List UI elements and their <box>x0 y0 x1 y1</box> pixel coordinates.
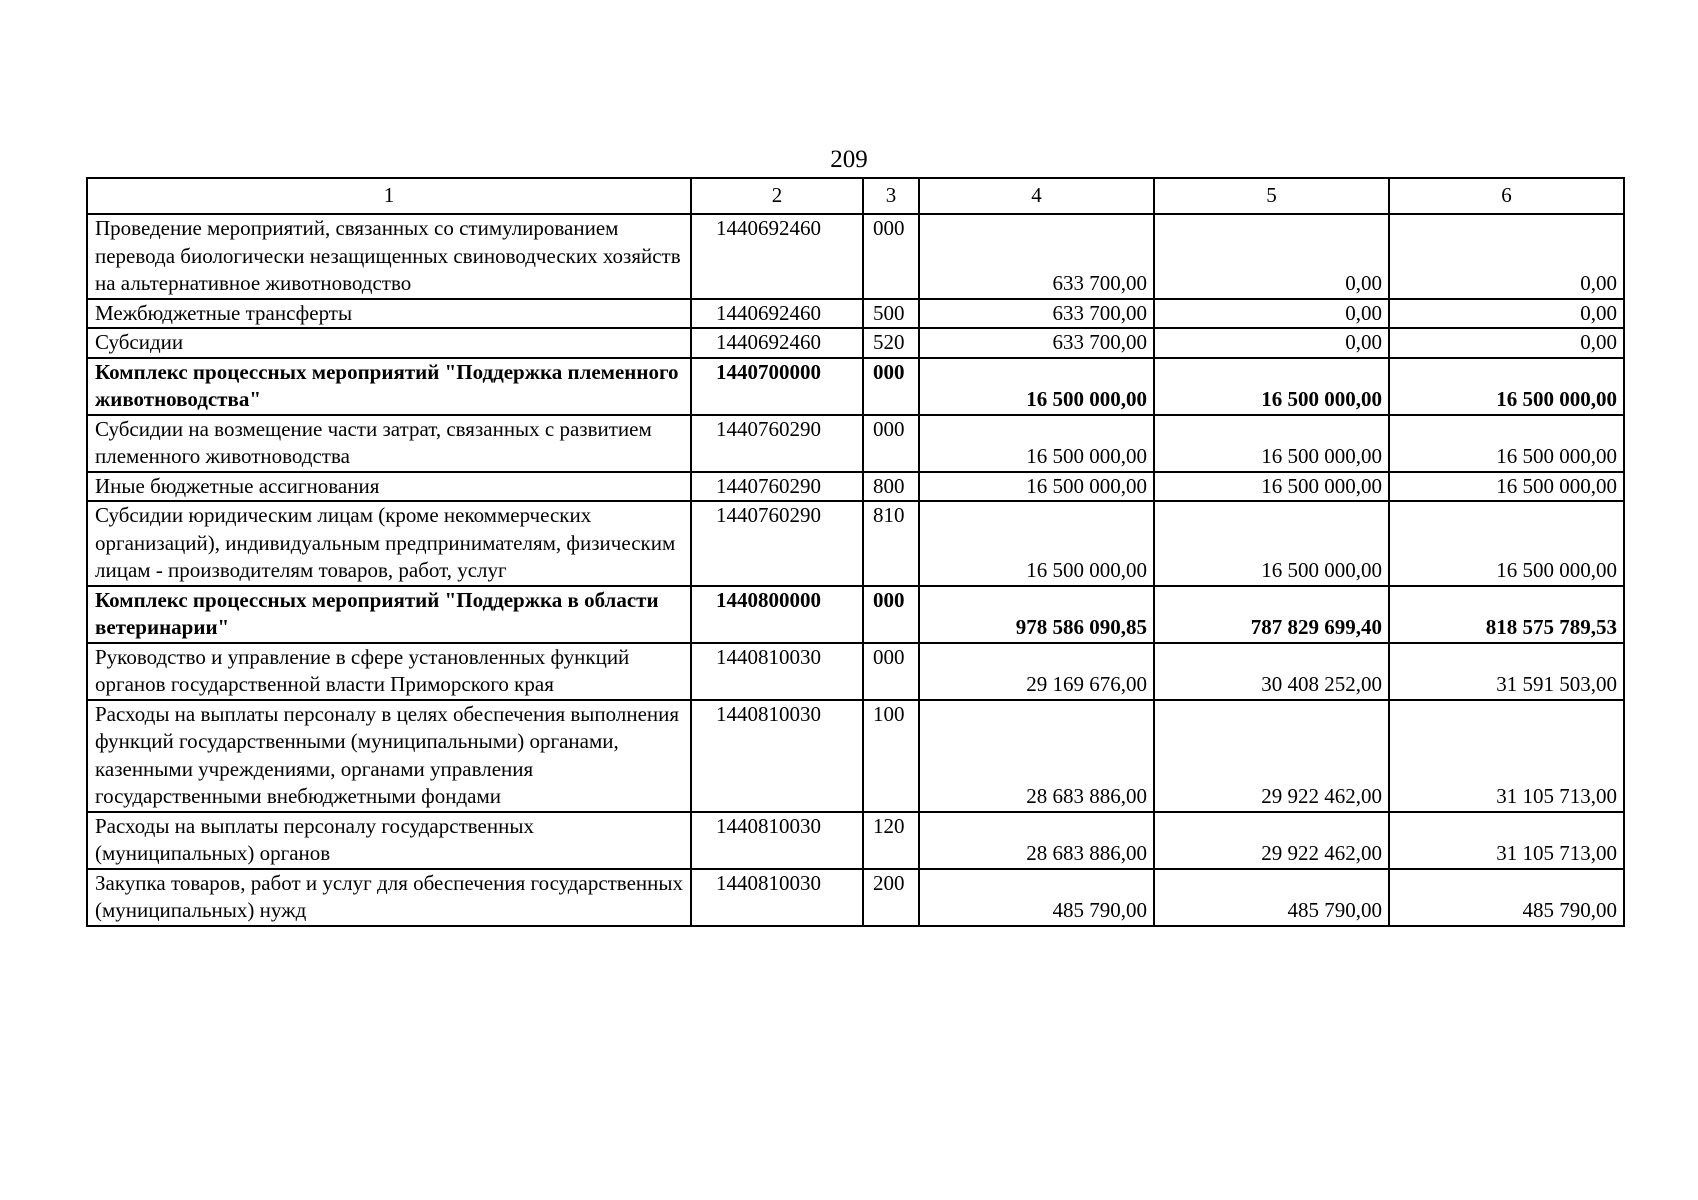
table-row <box>87 812 1624 869</box>
row-value-col6: 818 575 789,53 <box>1389 586 1624 643</box>
row-type-cell: 810 <box>863 501 919 586</box>
row-type-cell: 800 <box>863 472 919 502</box>
row-name-cell: Закупка товаров, работ и услуг для обеспечения государственных (муниципальных) нужд <box>87 869 691 926</box>
row-value-col5: 30 408 252,00 <box>1154 643 1389 700</box>
row-code-cell: 1440810030 <box>691 700 863 812</box>
row-code-cell: 1440810030 <box>691 869 863 926</box>
row-code-cell: 1440700000 <box>691 358 863 415</box>
header-row <box>87 178 1624 214</box>
row-value-col4: 633 700,00 <box>919 328 1154 358</box>
row-value-col5: 787 829 699,40 <box>1154 586 1389 643</box>
row-name-cell: Комплекс процессных мероприятий "Поддержка племенного животноводства" <box>87 358 691 415</box>
table-row <box>87 358 1624 415</box>
row-value-col4: 16 500 000,00 <box>919 501 1154 586</box>
row-value-col4: 29 169 676,00 <box>919 643 1154 700</box>
row-value-col6: 16 500 000,00 <box>1389 358 1624 415</box>
table-row <box>87 501 1624 586</box>
row-type-cell: 520 <box>863 328 919 358</box>
row-value-col5: 29 922 462,00 <box>1154 700 1389 812</box>
row-value-col4: 633 700,00 <box>919 299 1154 329</box>
row-name-cell: Расходы на выплаты персоналу государственных (муниципальных) органов <box>87 812 691 869</box>
row-type-cell: 000 <box>863 586 919 643</box>
row-code-cell: 1440692460 <box>691 328 863 358</box>
table-row <box>87 472 1624 502</box>
row-value-col4: 633 700,00 <box>919 214 1154 299</box>
column-header: 1 <box>87 178 691 214</box>
row-name-cell: Руководство и управление в сфере установленных функций органов государственной власти Приморского края <box>87 643 691 700</box>
row-value-col5: 16 500 000,00 <box>1154 358 1389 415</box>
page-number: 209 <box>830 146 868 173</box>
row-value-col4: 485 790,00 <box>919 869 1154 926</box>
row-name-cell: Субсидии юридическим лицам (кроме некоммерческих организаций), индивидуальным предпринимателям, физическим лицам - производителям товаров, работ, услуг <box>87 501 691 586</box>
row-value-col6: 31 591 503,00 <box>1389 643 1624 700</box>
row-name-cell: Межбюджетные трансферты <box>87 299 691 329</box>
row-value-col6: 485 790,00 <box>1389 869 1624 926</box>
row-name-cell: Субсидии <box>87 328 691 358</box>
row-code-cell: 1440810030 <box>691 643 863 700</box>
row-name-cell: Комплекс процессных мероприятий "Поддержка в области ветеринарии" <box>87 586 691 643</box>
row-value-col4: 28 683 886,00 <box>919 812 1154 869</box>
row-type-cell: 120 <box>863 812 919 869</box>
column-header: 4 <box>919 178 1154 214</box>
table-row <box>87 643 1624 700</box>
row-value-col5: 16 500 000,00 <box>1154 501 1389 586</box>
table-row <box>87 586 1624 643</box>
row-type-cell: 500 <box>863 299 919 329</box>
row-value-col4: 16 500 000,00 <box>919 415 1154 472</box>
row-name-cell: Иные бюджетные ассигнования <box>87 472 691 502</box>
row-value-col5: 29 922 462,00 <box>1154 812 1389 869</box>
row-value-col5: 0,00 <box>1154 328 1389 358</box>
column-header: 3 <box>863 178 919 214</box>
table-row <box>87 700 1624 812</box>
column-header: 6 <box>1389 178 1624 214</box>
row-type-cell: 100 <box>863 700 919 812</box>
row-value-col5: 0,00 <box>1154 299 1389 329</box>
row-code-cell: 1440760290 <box>691 415 863 472</box>
row-value-col6: 31 105 713,00 <box>1389 700 1624 812</box>
row-type-cell: 200 <box>863 869 919 926</box>
row-type-cell: 000 <box>863 643 919 700</box>
row-type-cell: 000 <box>863 415 919 472</box>
row-value-col6: 0,00 <box>1389 214 1624 299</box>
table-row <box>87 415 1624 472</box>
row-code-cell: 1440692460 <box>691 214 863 299</box>
row-value-col6: 16 500 000,00 <box>1389 501 1624 586</box>
row-code-cell: 1440760290 <box>691 472 863 502</box>
row-value-col6: 31 105 713,00 <box>1389 812 1624 869</box>
row-name-cell: Расходы на выплаты персоналу в целях обеспечения выполнения функций государственными (муниципальными) органами, казенными учреждениями, органами управления государственными внебюджетными фондами <box>87 700 691 812</box>
row-value-col6: 16 500 000,00 <box>1389 415 1624 472</box>
table-row <box>87 214 1624 299</box>
row-code-cell: 1440810030 <box>691 812 863 869</box>
row-value-col5: 485 790,00 <box>1154 869 1389 926</box>
budget-table-body <box>87 178 1624 926</box>
row-type-cell: 000 <box>863 358 919 415</box>
table-row <box>87 328 1624 358</box>
row-value-col5: 0,00 <box>1154 214 1389 299</box>
row-type-cell: 000 <box>863 214 919 299</box>
row-code-cell: 1440692460 <box>691 299 863 329</box>
row-value-col6: 0,00 <box>1389 328 1624 358</box>
column-header: 5 <box>1154 178 1389 214</box>
budget-table <box>86 177 1625 927</box>
row-code-cell: 1440760290 <box>691 501 863 586</box>
row-value-col5: 16 500 000,00 <box>1154 415 1389 472</box>
row-code-cell: 1440800000 <box>691 586 863 643</box>
row-value-col4: 978 586 090,85 <box>919 586 1154 643</box>
row-name-cell: Субсидии на возмещение части затрат, связанных с развитием племенного животноводства <box>87 415 691 472</box>
table-row <box>87 299 1624 329</box>
row-value-col6: 0,00 <box>1389 299 1624 329</box>
row-value-col4: 16 500 000,00 <box>919 472 1154 502</box>
row-name-cell: Проведение мероприятий, связанных со стимулированием перевода биологически незащищенных свиноводческих хозяйств на альтернативное животноводство <box>87 214 691 299</box>
row-value-col4: 16 500 000,00 <box>919 358 1154 415</box>
row-value-col4: 28 683 886,00 <box>919 700 1154 812</box>
column-header: 2 <box>691 178 863 214</box>
table-row <box>87 869 1624 926</box>
row-value-col5: 16 500 000,00 <box>1154 472 1389 502</box>
row-value-col6: 16 500 000,00 <box>1389 472 1624 502</box>
